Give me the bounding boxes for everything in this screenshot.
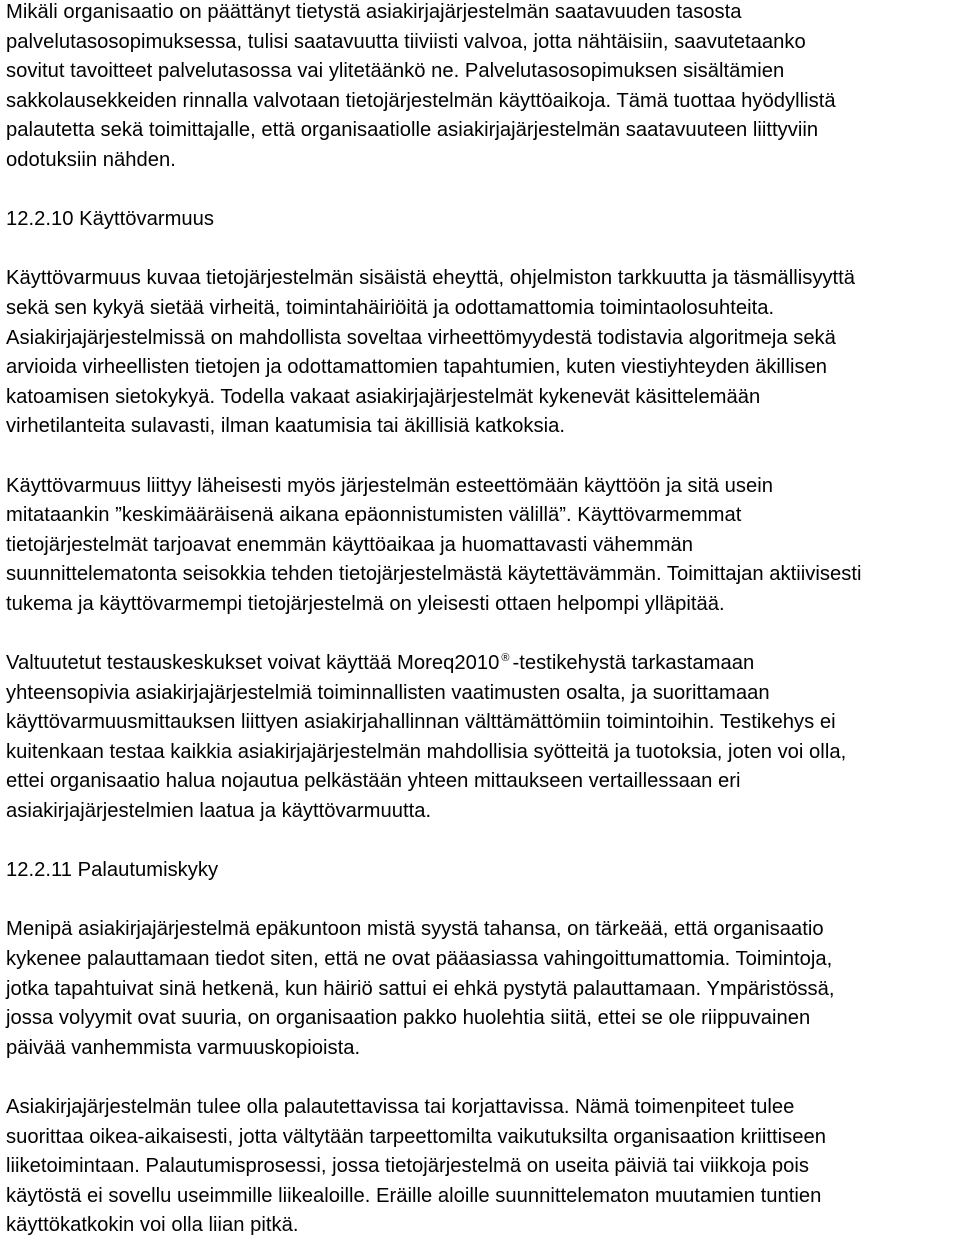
paragraph-line: sekä sen kykyä sietää virheitä, toimintahäiriöitä ja odottamattomia toimintaolosuhteita. bbox=[6, 296, 775, 319]
paragraph-line: käyttökatkokin voi olla liian pitkä. bbox=[6, 1214, 299, 1237]
paragraph-line: käyttövarmuusmittauksen liittyen asiakirjahallinnan välttämättömiin toimintoihin. Testikehys ei bbox=[6, 711, 836, 734]
paragraph-spacer bbox=[6, 235, 960, 265]
paragraph-spacer bbox=[6, 442, 960, 472]
paragraph-line: Menipä asiakirjajärjestelmä epäkuntoon mistä syystä tahansa, on tärkeää, että organisaatio bbox=[6, 918, 824, 941]
paragraph-line: asiakirjajärjestelmien laatua ja käyttövarmuutta. bbox=[6, 800, 432, 823]
section-heading bbox=[6, 856, 960, 886]
paragraph-spacer bbox=[6, 886, 960, 916]
paragraph-line: sakkolausekkeiden rinnalla valvotaan tietojärjestelmän käyttöaikoja. Tämä tuottaa hyödyllistä bbox=[6, 89, 836, 112]
paragraph-line: ettei organisaatio halua nojautua pelkästään yhteen mittaukseen vertaillessaan eri bbox=[6, 770, 741, 793]
registered-mark: ® bbox=[501, 651, 510, 664]
paragraph-line: tietojärjestelmät tarjoavat enemmän käyttöaikaa ja huomattavasti vähemmän bbox=[6, 533, 694, 556]
paragraph-line: palautetta sekä toimittajalle, että organisaatiolle asiakirjajärjestelmän saatavuuteen liittyviin bbox=[6, 119, 819, 142]
paragraph-line: mitataankin ”keskimääräisenä aikana epäonnistumisten välillä”. Käyttövarmemmat bbox=[6, 504, 742, 527]
paragraph-line: suunnittelematonta seisokkia tehden tietojärjestelmästä käytettävämmän. Toimittajan aktiivisesti bbox=[6, 563, 862, 586]
line-text-after: -testikehystä tarkastamaan bbox=[512, 652, 755, 675]
paragraph-line: Käyttövarmuus kuvaa tietojärjestelmän sisäistä eheyttä, ohjelmiston tarkkuutta ja täsmällisyyttä bbox=[6, 267, 856, 290]
line-text-before: Valtuutetut testauskeskukset voivat käyttää Moreq2010 bbox=[6, 652, 500, 675]
paragraph-line: odotuksiin nähden. bbox=[6, 148, 176, 171]
paragraph-spacer bbox=[6, 1063, 960, 1093]
paragraph-spacer bbox=[6, 619, 960, 649]
paragraph-line bbox=[6, 649, 960, 679]
paragraph-line: katoamisen sietokykyä. Todella vakaat asiakirjajärjestelmät kykenevät käsittelemään bbox=[6, 385, 761, 408]
paragraph-line: tukema ja käyttövarmempi tietojärjestelmä on yleisesti ottaen helpompi ylläpitää. bbox=[6, 592, 725, 615]
paragraph-line: arvioida virheellisten tietojen ja odottamattomien tapahtumien, kuten viestiyhteyden äkillisen bbox=[6, 356, 828, 379]
paragraph-spacer bbox=[6, 827, 960, 857]
paragraph-line: liiketoimintaan. Palautumisprosessi, jossa tietojärjestelmä on useita päiviä tai viikkoja pois bbox=[6, 1155, 810, 1178]
paragraph bbox=[6, 1093, 960, 1241]
paragraph-line: palvelutasosopimuksessa, tulisi saatavuutta tiiviisti valvoa, jotta nähtäisiin, saavutetaanko bbox=[6, 30, 806, 53]
paragraph-line: virhetilanteita sulavasti, ilman kaatumisia tai äkillisiä katkoksia. bbox=[6, 415, 565, 438]
section-heading bbox=[6, 205, 960, 235]
paragraph-line: sovitut tavoitteet palvelutasossa vai ylitetäänkö ne. Palvelutasosopimuksen sisältämien bbox=[6, 60, 785, 83]
paragraph bbox=[6, 264, 960, 442]
paragraph-line: päivää vanhemmista varmuuskopioista. bbox=[6, 1036, 361, 1059]
paragraph-line: Käyttövarmuus liittyy läheisesti myös järjestelmän esteettömään käyttöön ja sitä usein bbox=[6, 474, 773, 497]
paragraph-line: kykenee palauttamaan tiedot siten, että ne ovat pääasiassa vahingoittumattomia. Toimintoja, bbox=[6, 948, 833, 970]
heading-text: 12.2.11 Palautumiskyky bbox=[6, 859, 219, 882]
paragraph bbox=[6, 649, 960, 827]
paragraph-line: suorittaa oikea-aikaisesti, jotta vältytään tarpeettomilta vaikutuksilta organisaation kriittiseen bbox=[6, 1125, 826, 1148]
paragraph-line: käytöstä ei sovellu useimmille liikealoille. Eräille aloille suunnittelematon muutamien tuntien bbox=[6, 1184, 822, 1207]
paragraph bbox=[6, 0, 960, 176]
paragraph-line: Asiakirjajärjestelmän tulee olla palautettavissa tai korjattavissa. Nämä toimenpiteet tulee bbox=[6, 1095, 795, 1118]
paragraph-line: Mikäli organisaatio on päättänyt tietystä asiakirjajärjestelmän saatavuuden tasosta bbox=[6, 1, 742, 23]
heading-text: 12.2.10 Käyttövarmuus bbox=[6, 208, 215, 231]
paragraph-line: jossa volyymit ovat suuria, on organisaation pakko huolehtia siitä, ettei se ole riippuvainen bbox=[6, 1007, 811, 1030]
paragraph-line: Asiakirjajärjestelmissä on mahdollista soveltaa virheettömyydestä todistavia algoritmeja sekä bbox=[6, 326, 836, 349]
paragraph-line: yhteensopivia asiakirjajärjestelmiä toiminnallisten vaatimusten osalta, ja suorittamaan bbox=[6, 681, 770, 704]
paragraph-line: jotka tapahtuivat sinä hetkenä, kun häiriö sattui ei ehkä pystytä palauttamaan. Ympäristössä, bbox=[6, 977, 835, 1000]
paragraph-spacer bbox=[6, 176, 960, 206]
paragraph-line: kuitenkaan testaa kaikkia asiakirjajärjestelmän mahdollisia syötteitä ja tuotoksia, joten voi olla, bbox=[6, 740, 847, 763]
paragraph bbox=[6, 472, 960, 620]
document-page bbox=[6, 0, 960, 1241]
paragraph bbox=[6, 915, 960, 1063]
